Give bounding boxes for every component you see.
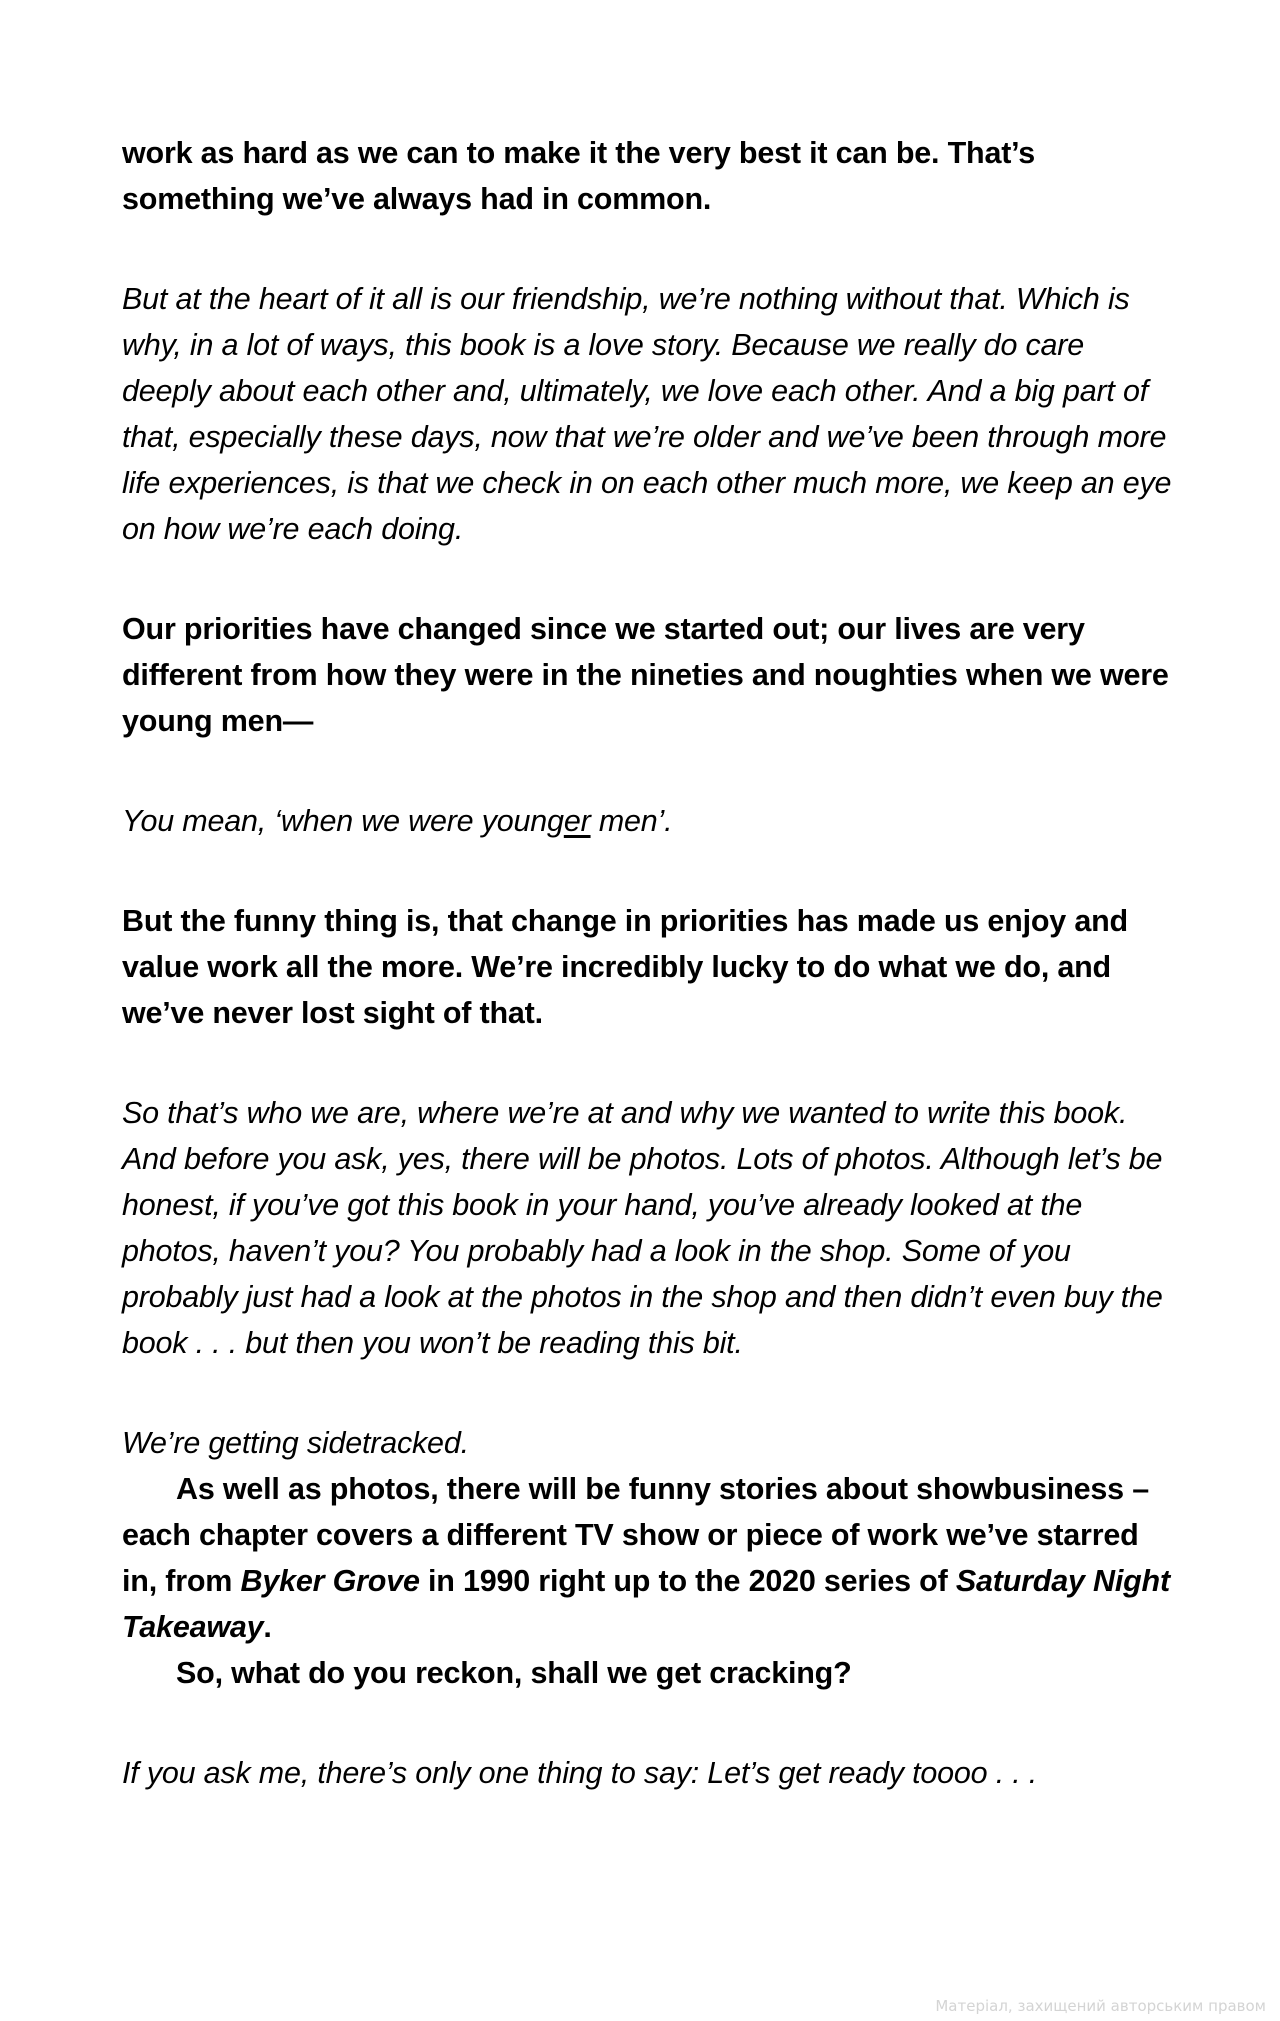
younger-men-before: You mean, ‘when we were young (122, 804, 564, 838)
paragraph-get-cracking: So, what do you reckon, shall we get cracking? (176, 1656, 852, 1690)
paragraph-friendship: But at the heart of it all is our friendship, we’re nothing without that. Which is why, in a lot of ways, this book is a love story. Because we really do care deeply about each other and, ultimately, we love each other. And a big part of that, especially these days, now that we’re older and we’ve been through more life experiences, is that we check in on each other much more, we keep an eye on how we’re each doing. (122, 282, 1172, 546)
showbusiness-part2: in 1990 right up to the 2020 series of (419, 1564, 956, 1598)
paragraph-funny-thing: But the funny thing is, that change in priorities has made us enjoy and value work all the more. We’re incredibly lucky to do what we do, and we’ve never lost sight of that. (122, 904, 1128, 1030)
younger-men-after: men’. (590, 804, 673, 838)
copyright-watermark: Матеріал, захищений авторським правом (935, 1997, 1266, 2015)
show-title-byker-grove: Byker Grove (240, 1564, 420, 1598)
showbusiness-part1: As well as photos, there will be funny stories about showbusiness – each chapter covers a different TV show or piece of work we’ve starred in, from (122, 1472, 1149, 1598)
showbusiness-part3: . (263, 1610, 272, 1644)
paragraph-priorities: Our priorities have changed since we started out; our lives are very different from how they were in the nineties and noughties when we were young men— (122, 612, 1169, 738)
paragraph-sidetracked: We’re getting sidetracked. (122, 1426, 469, 1460)
paragraph-showbusiness (122, 1466, 1174, 1650)
show-title-saturday-night-takeaway: Saturday Night Takeaway (122, 1564, 1170, 1644)
paragraph-photos: So that’s who we are, where we’re at and why we wanted to write this book. And before you ask, yes, there will be photos. Lots of photos. Although let’s be honest, if you’ve got this book in your hand, you’ve already looked at the photos, haven’t you? You probably had a look in the shop. Some of you probably just had a look at the photos in the shop and then didn’t even buy the book . . . but then you won’t be reading this bit. (122, 1096, 1163, 1360)
page-body (122, 130, 1174, 1796)
paragraph-younger-men (122, 798, 1174, 844)
paragraph-get-ready: If you ask me, there’s only one thing to say: Let’s get ready toooo . . . (122, 1756, 1038, 1790)
paragraph-continuation: work as hard as we can to make it the very best it can be. That’s something we’ve always had in common. (122, 136, 1036, 216)
younger-men-underlined: er (563, 804, 591, 838)
